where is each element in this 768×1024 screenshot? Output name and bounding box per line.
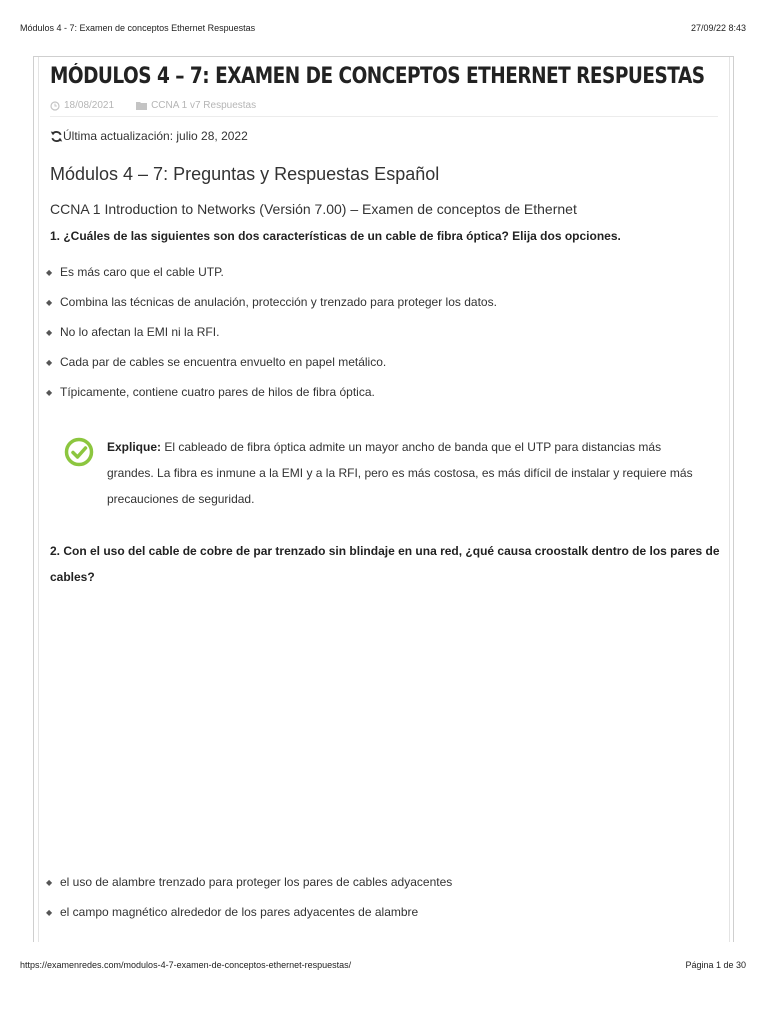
option-text: Combina las técnicas de anulación, protección y trenzado para proteger los datos. (60, 295, 497, 309)
explanation-body: El cableado de fibra óptica admite un mayor ancho de banda que el UTP para distancias más grandes. La fibra es inmune a la EMI y a la RFI, pero es más costosa, es más difícil de instalar y requiere más precauciones de seguridad. (107, 440, 693, 506)
diamond-bullet-icon: ◆ (46, 878, 53, 887)
option-text: Cada par de cables se encuentra envuelto en papel metálico. (60, 355, 387, 369)
post-category-link[interactable]: CCNA 1 v7 Respuestas (151, 100, 257, 111)
print-footer (20, 960, 746, 974)
diamond-bullet-icon: ◆ (46, 328, 53, 337)
diamond-bullet-icon: ◆ (46, 358, 53, 367)
folder-icon (136, 101, 147, 110)
list-item (46, 385, 497, 415)
option-text: el uso de alambre trenzado para proteger los pares de cables adyacentes (60, 875, 453, 889)
section-subtitle: Módulos 4 – 7: Preguntas y Respuestas Español (50, 164, 440, 184)
list-item (46, 295, 497, 325)
diamond-bullet-icon: ◆ (46, 908, 53, 917)
question-1: 1. ¿Cuáles de las siguientes son dos características de un cable de fibra óptica? Elija dos opciones. (50, 229, 621, 243)
explanation-label: Explique: (107, 440, 162, 454)
intro-text: CCNA 1 Introduction to Networks (Versión 7.00) – Examen de conceptos de Ethernet (50, 201, 577, 217)
diamond-bullet-icon: ◆ (46, 268, 53, 277)
list-item (46, 875, 452, 905)
print-url: https://examenredes.com/modulos-4-7-examen-de-conceptos-ethernet-respuestas/ (20, 960, 352, 970)
post-date[interactable]: 18/08/2021 (64, 100, 115, 111)
diamond-bullet-icon: ◆ (46, 388, 53, 397)
list-item (46, 265, 497, 295)
post-meta (50, 100, 256, 111)
page-title: MÓDULOS 4 – 7: EXAMEN DE CONCEPTOS ETHERNET RESPUESTAS (50, 64, 705, 89)
list-item (46, 355, 497, 385)
last-updated (50, 129, 248, 143)
option-text: Es más caro que el cable UTP. (60, 265, 224, 279)
question-1-options (46, 265, 497, 415)
question-2: 2. Con el uso del cable de cobre de par trenzado sin blindaje en una red, ¿qué causa croostalk dentro de los pares de cables? (50, 544, 720, 584)
print-datetime: 27/09/22 8:43 (690, 23, 746, 33)
list-item (46, 325, 497, 355)
print-doc-title: Módulos 4 - 7: Examen de conceptos Ethernet Respuestas (20, 23, 256, 33)
list-item (46, 905, 452, 935)
print-page-number: Página 1 de 30 (685, 960, 746, 970)
refresh-icon (50, 130, 63, 143)
question-2-options (46, 875, 452, 935)
option-text: No lo afectan la EMI ni la RFI. (60, 325, 220, 339)
last-updated-text: Última actualización: julio 28, 2022 (63, 129, 248, 143)
clock-icon (50, 101, 60, 111)
explanation-text (107, 434, 707, 512)
print-header (20, 23, 746, 37)
check-circle-icon (64, 437, 94, 467)
option-text: el campo magnético alrededor de los pares adyacentes de alambre (60, 905, 419, 919)
diamond-bullet-icon: ◆ (46, 298, 53, 307)
divider (50, 116, 718, 117)
option-text: Típicamente, contiene cuatro pares de hilos de fibra óptica. (60, 385, 375, 399)
